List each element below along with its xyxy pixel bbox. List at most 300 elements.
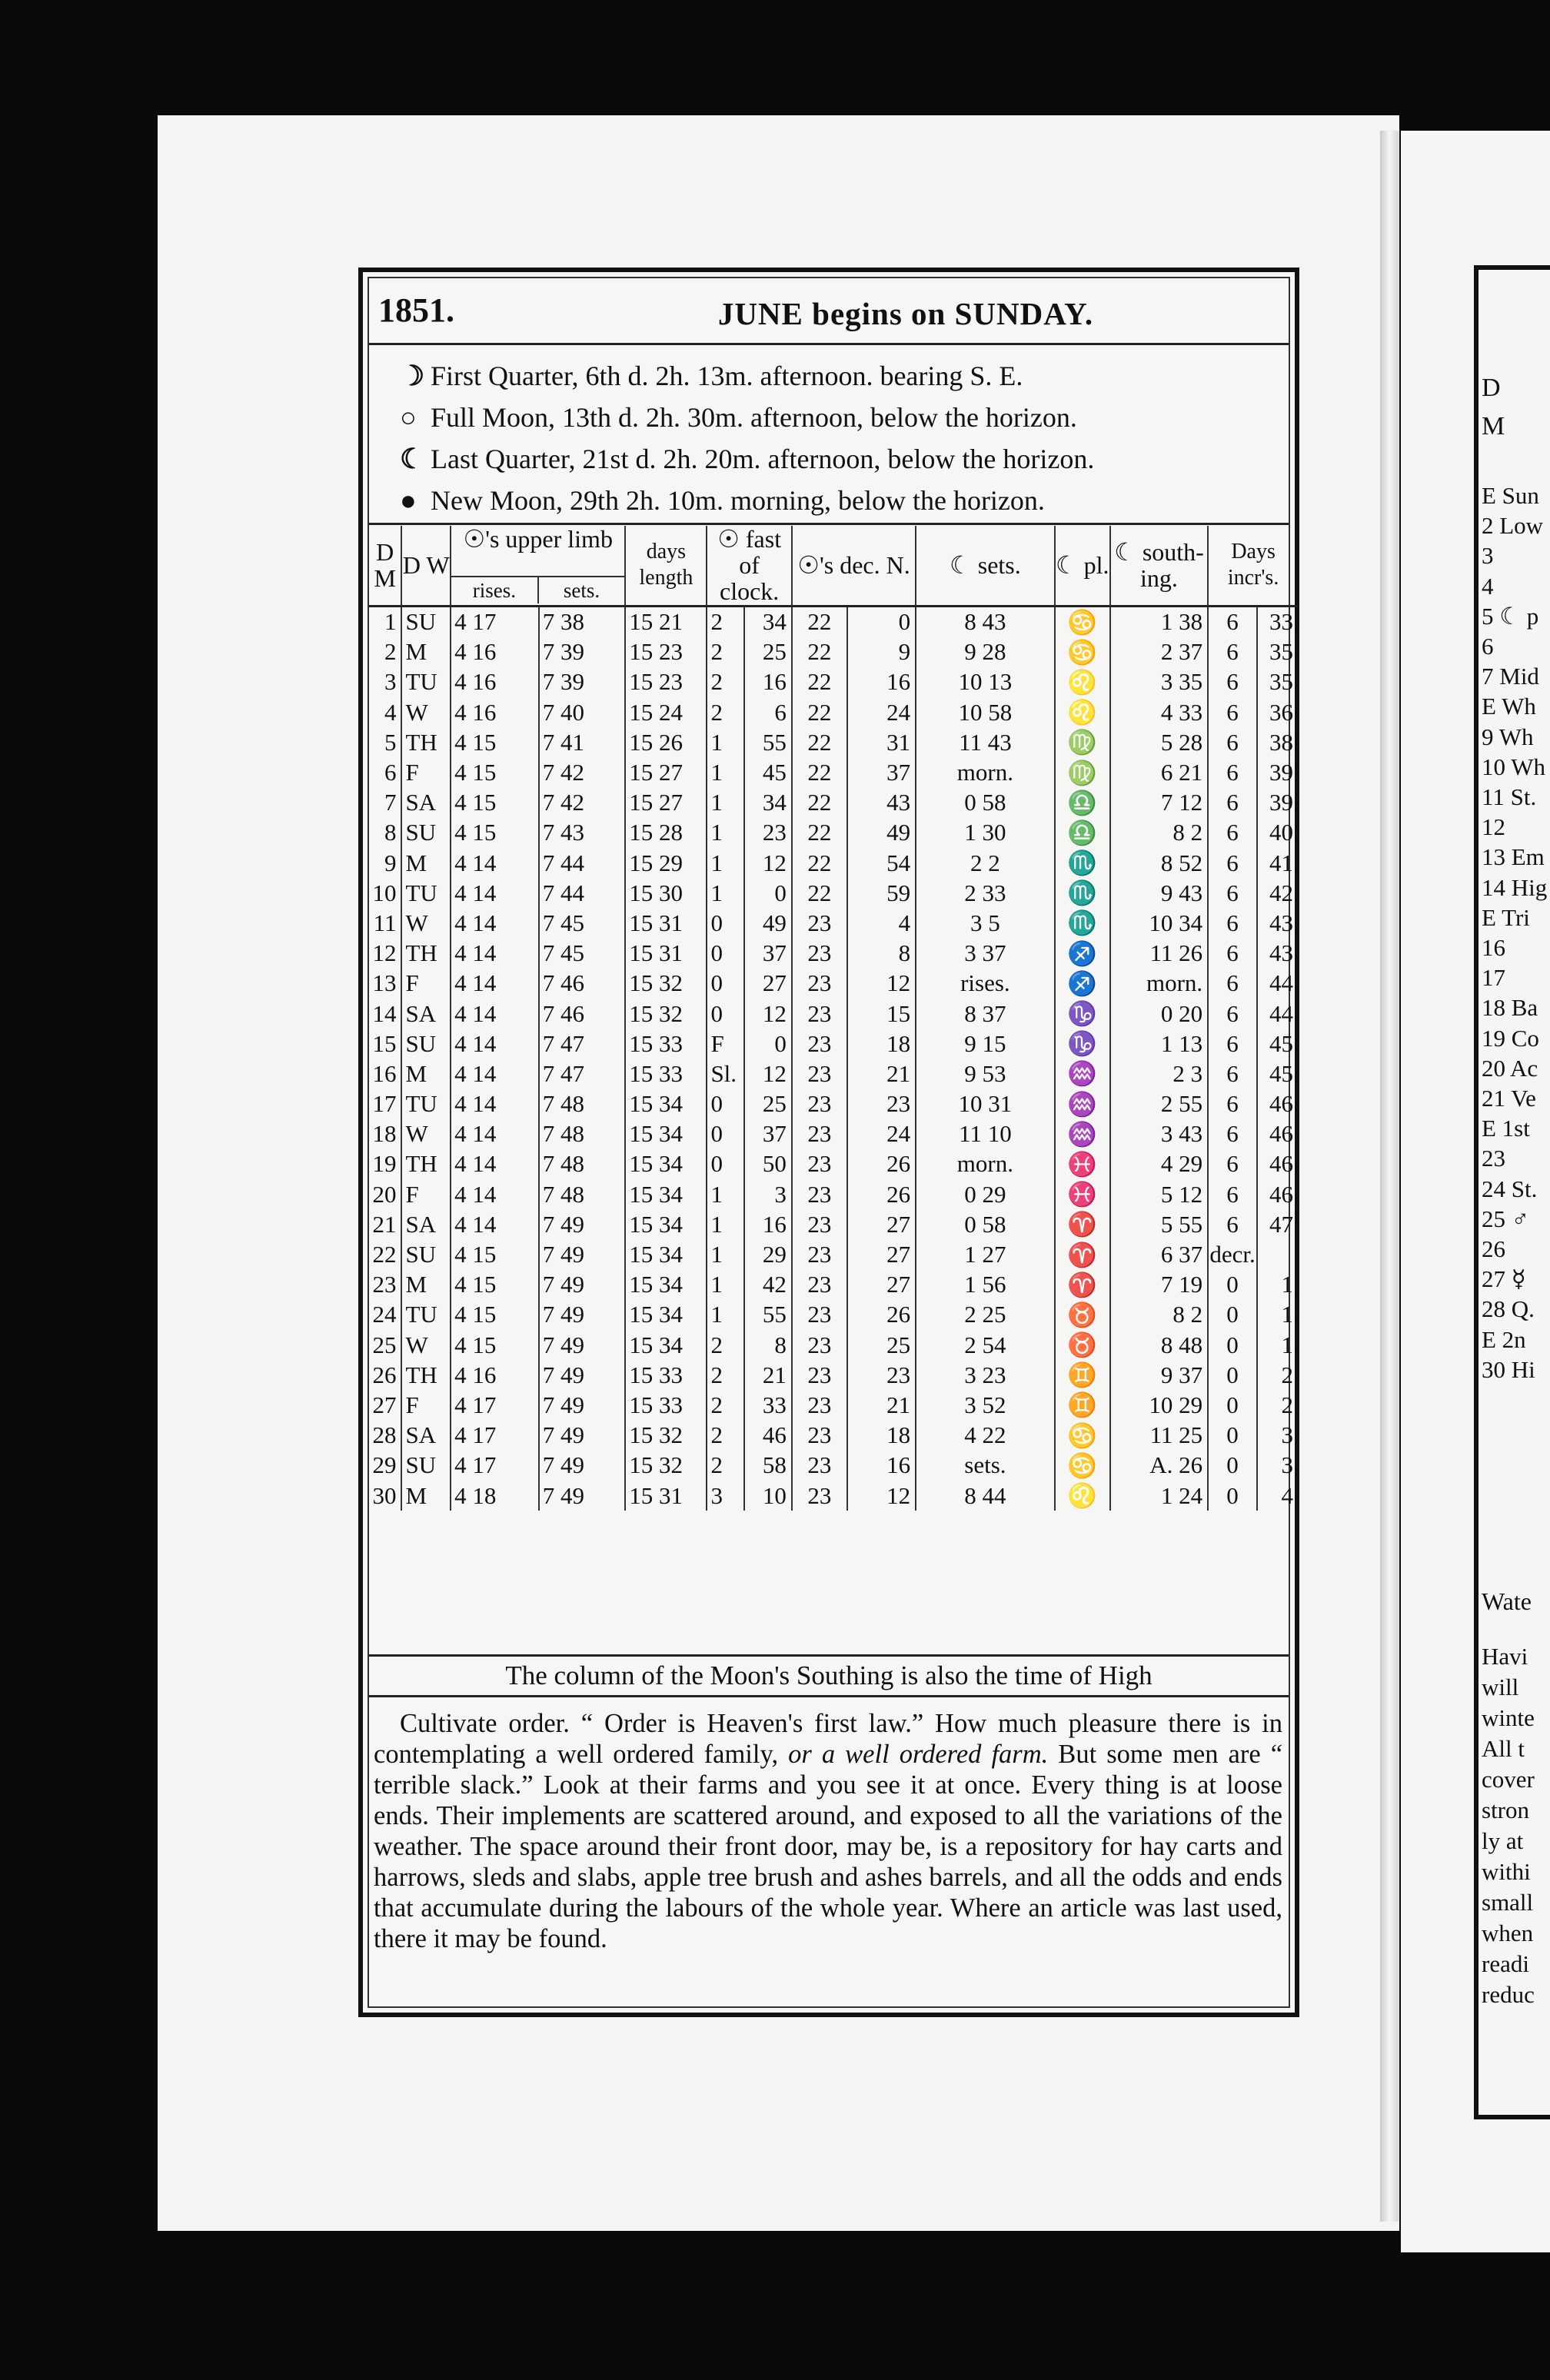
table-cell: 6 — [744, 697, 792, 727]
table-cell: 23 — [792, 1390, 847, 1420]
table-cell: 11 43 — [916, 727, 1054, 757]
table-cell: 1 30 — [916, 818, 1054, 848]
table-cell: 0 — [1208, 1270, 1257, 1300]
table-cell: 23 — [847, 1360, 916, 1390]
table-cell: 4 — [847, 908, 916, 938]
table-cell: 4 15 — [451, 1270, 539, 1300]
table-cell: 7 47 — [539, 1029, 626, 1059]
table-cell: 42 — [744, 1270, 792, 1300]
table-row — [369, 939, 1298, 969]
table-cell: 2 33 — [916, 878, 1054, 908]
table-cell: 4 15 — [451, 727, 539, 757]
table-cell: 1 — [707, 1239, 744, 1269]
table-cell: 8 — [847, 939, 916, 969]
table-cell: 59 — [847, 878, 916, 908]
table-cell: 4 14 — [451, 1209, 539, 1239]
right-page-footer: Wate — [1482, 1587, 1532, 1615]
table-cell: 11 10 — [916, 1119, 1054, 1149]
table-cell: 10 — [369, 878, 401, 908]
table-cell: 2 37 — [1110, 637, 1208, 667]
table-cell: 23 — [792, 1179, 847, 1209]
table-cell: TU — [401, 1089, 451, 1119]
table-cell: ♒ — [1055, 1059, 1110, 1089]
table-cell: 0 — [744, 1029, 792, 1059]
table-cell: 26 — [847, 1179, 916, 1209]
table-cell: 4 15 — [451, 757, 539, 787]
table-cell: 1 — [707, 1179, 744, 1209]
table-cell: 0 — [1208, 1451, 1257, 1481]
table-cell: W — [401, 908, 451, 938]
table-cell: 46 — [1269, 1090, 1293, 1118]
phase-new-moon — [400, 480, 1281, 521]
table-cell: SA — [401, 788, 451, 818]
table-row — [369, 1481, 1298, 1511]
table-cell: 0 58 — [916, 788, 1054, 818]
table-cell: 1 — [1281, 1331, 1293, 1358]
table-cell: 7 12 — [1110, 788, 1208, 818]
table-cell: ♍ — [1055, 757, 1110, 787]
table-cell: 40 — [1269, 819, 1293, 846]
table-cell: 0 — [707, 1119, 744, 1149]
table-cell: 7 48 — [539, 1179, 626, 1209]
table-cell: 15 33 — [625, 1029, 707, 1059]
table-cell: 17 — [369, 1089, 401, 1119]
table-cell: 15 33 — [625, 1059, 707, 1089]
table-cell: 7 49 — [539, 1360, 626, 1390]
table-cell: 2 — [707, 1330, 744, 1360]
table-cell: 4 15 — [451, 1300, 539, 1330]
table-cell: 22 — [792, 667, 847, 697]
table-cell: decr. — [1208, 1239, 1257, 1269]
table-cell: 3 — [744, 1179, 792, 1209]
table-cell: 1 — [707, 848, 744, 878]
sun-limb-label: ☉'s upper limb — [463, 525, 613, 553]
table-cell: ♌ — [1055, 697, 1110, 727]
table-cell: 6 — [1208, 1179, 1257, 1209]
table-cell: 3 — [369, 667, 401, 697]
table-cell: 3 43 — [1110, 1119, 1208, 1149]
new-moon-icon: ● — [400, 485, 417, 516]
table-cell: 6 — [1208, 878, 1257, 908]
table-cell: 7 43 — [539, 818, 626, 848]
table-cell: 6 — [1208, 606, 1257, 637]
table-cell: 15 34 — [625, 1089, 707, 1119]
table-row — [369, 848, 1298, 878]
table-cell: SU — [401, 1239, 451, 1269]
table-cell: 15 34 — [625, 1300, 707, 1330]
table-cell: TU — [401, 667, 451, 697]
table-cell: 26 — [847, 1300, 916, 1330]
table-cell: 4 14 — [451, 848, 539, 878]
table-cell: 23 — [792, 999, 847, 1029]
table-cell: 15 26 — [625, 727, 707, 757]
table-cell: ♑ — [1055, 999, 1110, 1029]
table-cell: 6 — [1208, 1149, 1257, 1179]
table-cell: 3 52 — [916, 1390, 1054, 1420]
table-cell: 1 38 — [1110, 606, 1208, 637]
table-cell: 3 23 — [916, 1360, 1054, 1390]
table-cell: 15 32 — [625, 999, 707, 1029]
table-cell: 24 — [847, 1119, 916, 1149]
table-cell: 4 17 — [451, 1421, 539, 1451]
table-cell: 7 47 — [539, 1059, 626, 1089]
table-cell: 0 — [1208, 1330, 1257, 1360]
table-cell: 37 — [744, 1119, 792, 1149]
col-header-dec: ☉'s dec. N. — [792, 526, 916, 606]
table-cell: 22 — [792, 878, 847, 908]
table-cell: 46 — [1269, 1180, 1293, 1208]
table-cell: 4 17 — [451, 1451, 539, 1481]
table-cell: 3 35 — [1110, 667, 1208, 697]
table-cell: 15 30 — [625, 878, 707, 908]
table-cell: 6 — [1208, 1059, 1257, 1089]
table-cell: 22 — [792, 848, 847, 878]
table-cell: 4 17 — [451, 1390, 539, 1420]
table-cell: 49 — [847, 818, 916, 848]
table-cell: SU — [401, 818, 451, 848]
table-cell: 16 — [847, 1451, 916, 1481]
table-cell: 33 — [1269, 608, 1293, 636]
table-cell: 27 — [744, 969, 792, 999]
table-cell: 7 49 — [539, 1421, 626, 1451]
table-cell: 18 — [369, 1119, 401, 1149]
table-cell: 1 24 — [1110, 1481, 1208, 1511]
table-cell: M — [401, 1481, 451, 1511]
table-cell: 15 27 — [625, 757, 707, 787]
table-cell: 15 32 — [625, 1451, 707, 1481]
table-cell: 4 14 — [451, 1089, 539, 1119]
table-cell: 4 16 — [451, 1360, 539, 1390]
table-cell: 22 — [792, 788, 847, 818]
table-cell: SU — [401, 606, 451, 637]
table-cell: 7 45 — [539, 908, 626, 938]
table-cell: 0 — [707, 999, 744, 1029]
table-cell: 0 — [1208, 1300, 1257, 1330]
table-cell: 28 — [369, 1421, 401, 1451]
table-cell: 1 — [369, 606, 401, 637]
table-cell: 4 14 — [451, 1149, 539, 1179]
table-cell: SU — [401, 1451, 451, 1481]
table-cell: 7 42 — [539, 788, 626, 818]
right-page-rows: E Sun 2 Low 3 4 5 ☾ p 6 7 Mid E Wh 9 Wh 10 Wh 11 St. 12 13 Em 14 Hig E Tri 16 17 18 Ba 19 Co 20 Ac 21 Ve E 1st 23 24 St. 25 ♂ 26 27 ☿ 28 Q. E 2n 30 Hi — [1482, 482, 1548, 1383]
table-row — [369, 818, 1298, 848]
table-cell: 7 49 — [539, 1451, 626, 1481]
table-cell: SA — [401, 1209, 451, 1239]
table-cell: 1 — [707, 818, 744, 848]
table-cell: 24 — [369, 1300, 401, 1330]
table-cell: W — [401, 1119, 451, 1149]
table-cell: sets. — [916, 1451, 1054, 1481]
table-cell: 37 — [847, 757, 916, 787]
table-cell: 8 44 — [916, 1481, 1054, 1511]
table-cell: 4 15 — [451, 1330, 539, 1360]
table-cell: ♏ — [1055, 908, 1110, 938]
table-cell: 23 — [792, 939, 847, 969]
table-cell: 0 — [1208, 1390, 1257, 1420]
table-cell: 2 — [707, 697, 744, 727]
table-cell: 1 27 — [916, 1239, 1054, 1269]
table-row — [369, 1209, 1298, 1239]
table-cell: 7 38 — [539, 606, 626, 637]
table-row — [369, 1089, 1298, 1119]
table-cell: 23 — [744, 818, 792, 848]
table-cell: 4 14 — [451, 908, 539, 938]
table-cell: 1 56 — [916, 1270, 1054, 1300]
table-cell: 7 49 — [539, 1239, 626, 1269]
table-cell: 2 — [1281, 1391, 1293, 1418]
table-cell: 4 15 — [451, 1239, 539, 1269]
almanac-table — [369, 526, 1298, 1511]
table-cell: ♏ — [1055, 848, 1110, 878]
table-cell: M — [401, 1270, 451, 1300]
table-cell: 25 — [369, 1330, 401, 1360]
table-cell: 7 48 — [539, 1119, 626, 1149]
table-cell: Sl. — [707, 1059, 744, 1089]
table-cell: 6 — [1208, 697, 1257, 727]
table-cell: 34 — [744, 606, 792, 637]
table-row — [369, 667, 1298, 697]
page-header — [369, 278, 1289, 345]
table-row — [369, 1179, 1298, 1209]
table-cell: 15 27 — [625, 788, 707, 818]
table-cell: 10 58 — [916, 697, 1054, 727]
table-cell: 12 — [744, 848, 792, 878]
table-cell: 6 21 — [1110, 757, 1208, 787]
table-row — [369, 1239, 1298, 1269]
table-row — [369, 727, 1298, 757]
table-cell: 1 — [707, 727, 744, 757]
table-cell: 2 — [707, 1451, 744, 1481]
table-cell: M — [401, 637, 451, 667]
right-page-edge — [1401, 131, 1550, 2252]
essay-paragraph — [374, 1708, 1282, 1954]
table-row — [369, 697, 1298, 727]
table-cell: 8 52 — [1110, 848, 1208, 878]
table-cell: 22 — [792, 818, 847, 848]
table-cell: 27 — [847, 1209, 916, 1239]
table-cell: 1 — [707, 1270, 744, 1300]
table-cell: 30 — [369, 1481, 401, 1511]
table-cell: 6 — [1208, 969, 1257, 999]
table-cell: 2 — [1281, 1361, 1293, 1388]
table-cell: 23 — [792, 1421, 847, 1451]
table-cell: 7 49 — [539, 1330, 626, 1360]
table-cell: 2 25 — [916, 1300, 1054, 1330]
table-cell: 15 — [369, 1029, 401, 1059]
phase-last-quarter — [400, 438, 1281, 480]
table-cell: 2 55 — [1110, 1089, 1208, 1119]
table-cell: ♌ — [1055, 667, 1110, 697]
table-cell: rises. — [916, 969, 1054, 999]
table-cell: 1 13 — [1110, 1029, 1208, 1059]
table-cell: 0 — [707, 1089, 744, 1119]
table-cell: 21 — [847, 1390, 916, 1420]
table-cell: 46 — [1269, 1150, 1293, 1178]
table-cell: 15 34 — [625, 1119, 707, 1149]
table-cell: 27 — [847, 1239, 916, 1269]
table-cell: 0 — [707, 908, 744, 938]
table-cell: 15 — [847, 999, 916, 1029]
table-cell: 11 — [369, 908, 401, 938]
table-cell: 36 — [1269, 698, 1293, 726]
table-cell: 15 32 — [625, 1421, 707, 1451]
table-cell: 7 44 — [539, 848, 626, 878]
table-row — [369, 637, 1298, 667]
table-cell: 4 18 — [451, 1481, 539, 1511]
table-cell: 23 — [792, 1209, 847, 1239]
table-cell: 23 — [792, 908, 847, 938]
table-cell: 19 — [369, 1149, 401, 1179]
full-moon-icon: ○ — [400, 402, 417, 433]
table-row — [369, 908, 1298, 938]
table-cell: 33 — [744, 1390, 792, 1420]
table-cell: 31 — [847, 727, 916, 757]
table-cell: 0 — [707, 969, 744, 999]
almanac-rows — [369, 606, 1298, 1511]
table-cell: 2 — [707, 667, 744, 697]
table-cell: 7 41 — [539, 727, 626, 757]
table-cell: 7 46 — [539, 999, 626, 1029]
table-cell: 3 — [1281, 1421, 1293, 1449]
table-cell: 23 — [792, 1451, 847, 1481]
table-cell: 6 — [1208, 637, 1257, 667]
table-cell: 4 16 — [451, 697, 539, 727]
table-cell: 4 14 — [451, 1029, 539, 1059]
table-cell: 4 33 — [1110, 697, 1208, 727]
table-cell: 41 — [1269, 849, 1293, 876]
table-cell: 10 — [744, 1481, 792, 1511]
table-cell: 11 25 — [1110, 1421, 1208, 1451]
table-cell: 15 31 — [625, 939, 707, 969]
table-cell: 34 — [744, 788, 792, 818]
table-cell: 4 15 — [451, 788, 539, 818]
table-cell: morn. — [1110, 969, 1208, 999]
table-cell: 49 — [744, 908, 792, 938]
table-cell: 23 — [792, 1089, 847, 1119]
table-cell: 23 — [369, 1270, 401, 1300]
table-cell — [1257, 1239, 1298, 1269]
table-cell: ♉ — [1055, 1330, 1110, 1360]
table-cell: 1 — [1281, 1301, 1293, 1328]
table-cell: 55 — [744, 1300, 792, 1330]
table-cell: ♈ — [1055, 1209, 1110, 1239]
right-page-essay: Havi will winte All t cover stron ly at withi small when readi reduc — [1482, 1643, 1535, 2008]
table-cell: 4 14 — [451, 1119, 539, 1149]
moon-phases — [400, 355, 1281, 521]
table-cell: TH — [401, 1149, 451, 1179]
table-cell: 2 54 — [916, 1330, 1054, 1360]
table-cell: 8 — [744, 1330, 792, 1360]
table-cell: 6 — [1208, 1029, 1257, 1059]
table-cell: ♋ — [1055, 606, 1110, 637]
table-cell: TU — [401, 878, 451, 908]
table-cell: 2 — [369, 637, 401, 667]
table-cell: 54 — [847, 848, 916, 878]
table-cell: 9 15 — [916, 1029, 1054, 1059]
table-cell: 15 29 — [625, 848, 707, 878]
table-row — [369, 1300, 1298, 1330]
table-cell: 15 34 — [625, 1179, 707, 1209]
table-cell: 0 — [847, 606, 916, 637]
table-cell: 8 2 — [1110, 818, 1208, 848]
table-cell: 6 — [369, 757, 401, 787]
table-row — [369, 788, 1298, 818]
table-cell: 4 22 — [916, 1421, 1054, 1451]
table-cell: 7 48 — [539, 1089, 626, 1119]
table-cell: 0 29 — [916, 1179, 1054, 1209]
table-cell: 6 — [1208, 667, 1257, 697]
book-gutter — [1380, 131, 1399, 2222]
table-cell: 3 — [707, 1481, 744, 1511]
table-cell: 0 — [1208, 1421, 1257, 1451]
table-cell: 21 — [744, 1360, 792, 1390]
table-cell: 22 — [792, 727, 847, 757]
table-cell: 15 24 — [625, 697, 707, 727]
table-cell: 24 — [847, 697, 916, 727]
table-cell: 39 — [1269, 789, 1293, 816]
table-cell: F — [401, 1179, 451, 1209]
table-cell: ♎ — [1055, 788, 1110, 818]
table-cell: W — [401, 1330, 451, 1360]
table-cell: 9 53 — [916, 1059, 1054, 1089]
table-cell: 15 23 — [625, 667, 707, 697]
table-cell: ♍ — [1055, 727, 1110, 757]
table-cell: 16 — [847, 667, 916, 697]
table-cell: 15 33 — [625, 1360, 707, 1390]
table-cell: 0 — [744, 878, 792, 908]
table-cell: morn. — [916, 1149, 1054, 1179]
phase-text: First Quarter, 6th d. 2h. 13m. afternoon. bearing S. E. — [431, 361, 1023, 391]
table-cell: 1 — [707, 1300, 744, 1330]
table-cell: 15 32 — [625, 969, 707, 999]
col-header-dm: D M — [369, 526, 401, 606]
table-cell: 4 29 — [1110, 1149, 1208, 1179]
table-cell: 43 — [1269, 939, 1293, 967]
table-cell: 0 — [707, 1149, 744, 1179]
table-cell: ♒ — [1055, 1089, 1110, 1119]
table-cell: ♓ — [1055, 1149, 1110, 1179]
table-cell: M — [401, 848, 451, 878]
table-cell: 23 — [792, 1239, 847, 1269]
table-cell: F — [401, 757, 451, 787]
table-cell: ♌ — [1055, 1481, 1110, 1511]
table-cell: 9 28 — [916, 637, 1054, 667]
table-cell: 12 — [369, 939, 401, 969]
table-cell: 22 — [369, 1239, 401, 1269]
essay — [374, 1708, 1282, 1954]
table-cell: TH — [401, 727, 451, 757]
table-cell: ♒ — [1055, 1119, 1110, 1149]
table-cell: 7 45 — [539, 939, 626, 969]
table-cell: 15 34 — [625, 1149, 707, 1179]
table-cell: 2 — [707, 1390, 744, 1420]
table-cell: 4 14 — [451, 1059, 539, 1089]
table-cell: 25 — [744, 637, 792, 667]
year-label: 1851. — [378, 291, 454, 329]
table-row — [369, 878, 1298, 908]
table-cell: ♓ — [1055, 1179, 1110, 1209]
table-cell: ♈ — [1055, 1270, 1110, 1300]
table-cell: 46 — [744, 1421, 792, 1451]
table-cell: 15 34 — [625, 1330, 707, 1360]
table-cell: 7 40 — [539, 697, 626, 727]
table-cell: 15 34 — [625, 1209, 707, 1239]
table-cell: 23 — [847, 1089, 916, 1119]
table-cell: 42 — [1269, 879, 1293, 906]
table-cell: 9 37 — [1110, 1360, 1208, 1390]
table-cell: 10 13 — [916, 667, 1054, 697]
table-cell: 4 14 — [451, 999, 539, 1029]
